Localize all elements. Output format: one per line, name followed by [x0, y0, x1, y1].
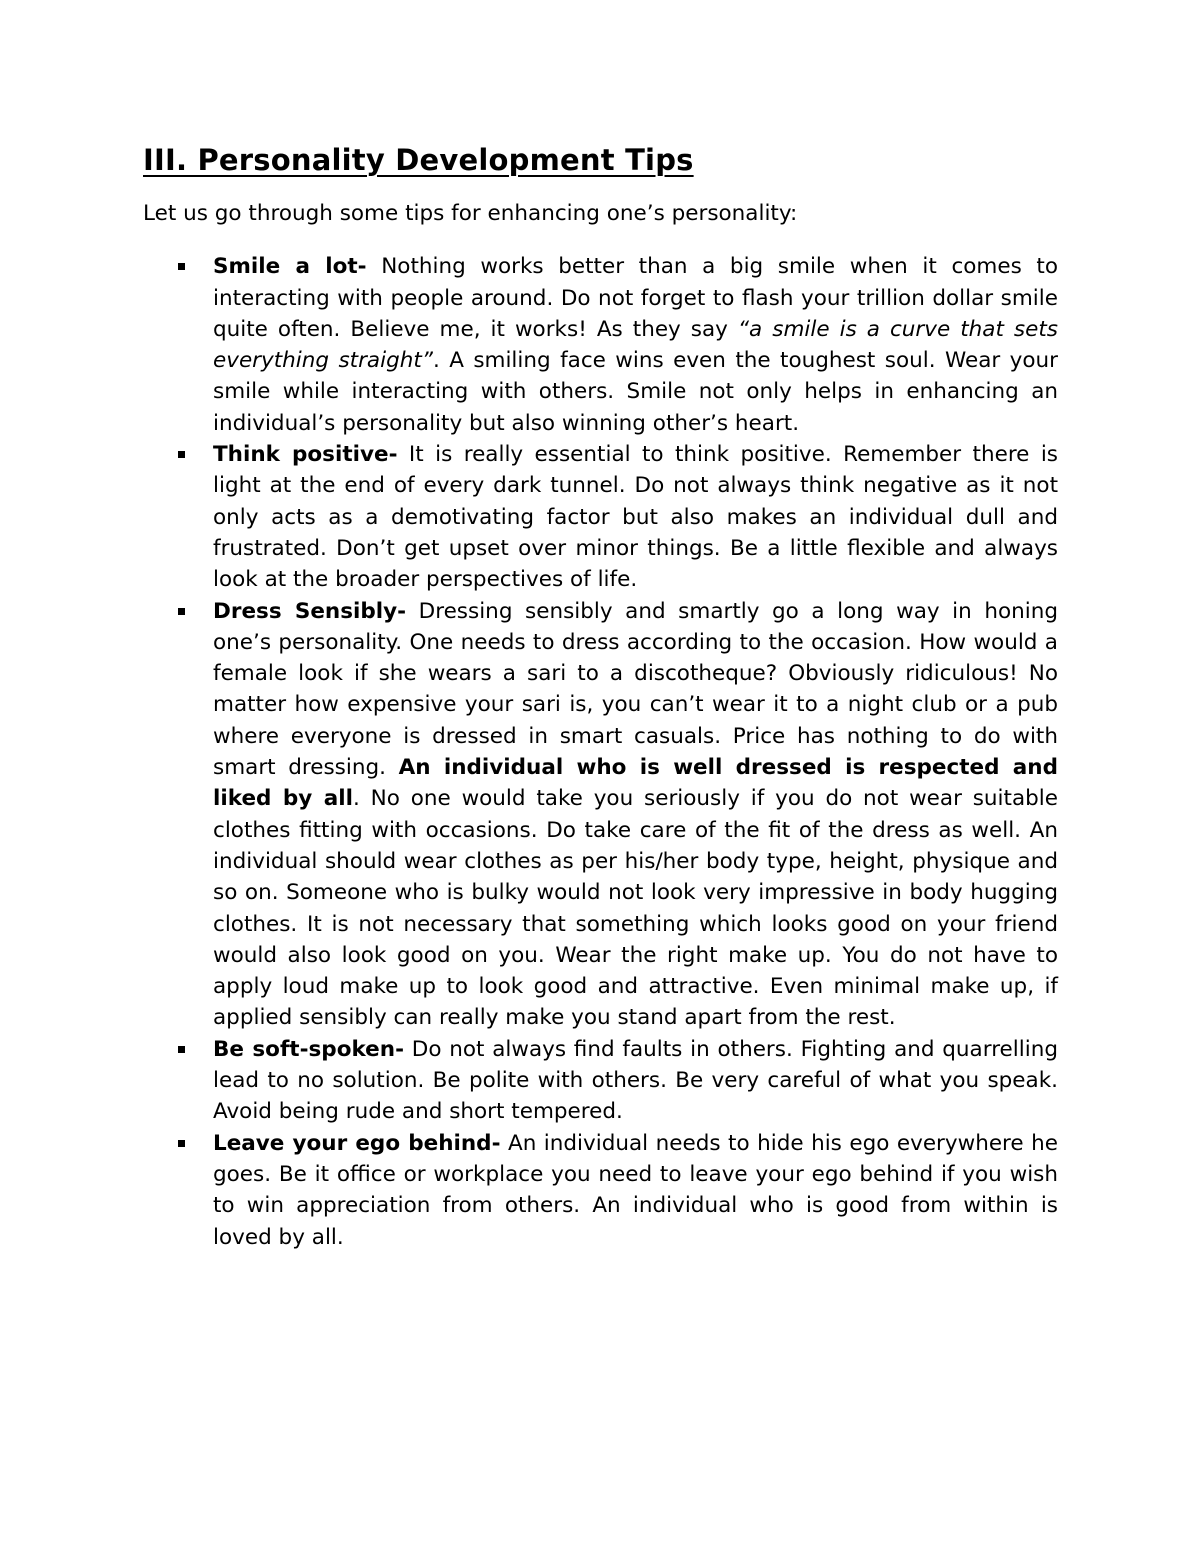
square-bullet-icon	[178, 451, 185, 458]
tips-list	[143, 251, 1058, 1253]
page-title: III. Personality Development Tips	[143, 143, 694, 177]
document-page	[143, 140, 1058, 1253]
tip-strong-text: An individual who is well dressed is respected and liked by all	[213, 755, 1058, 812]
square-bullet-icon	[178, 1140, 185, 1147]
square-bullet-icon	[178, 263, 185, 270]
tip-term: Be soft-spoken-	[213, 1036, 404, 1062]
tip-text: Nothing works better than a big smile when it comes to interacting with people around. Do not forget to flash your trillion dollar smile quite often. Believe me, it works! As they say	[213, 254, 1058, 342]
tip-text: An individual needs to hide his ego everywhere he goes. Be it office or workplace you need to leave your ego behind if you wish to win appreciation from others. An individual who is good from within is loved by all.	[213, 1130, 1058, 1250]
list-item	[143, 596, 1058, 1034]
tip-text: It is really essential to think positive. Remember there is light at the end of every dark tunnel. Do not always think negative as it not only acts as a demotivating factor but also makes an individual dull and frustrated. Don’t get upset over minor things. Be a little flexible and always look at the broader perspectives of life.	[213, 442, 1058, 593]
tip-term: Smile a lot-	[213, 254, 367, 280]
list-item	[143, 1128, 1058, 1253]
list-item	[143, 251, 1058, 439]
square-bullet-icon	[178, 1046, 185, 1053]
list-item	[143, 439, 1058, 595]
tip-text: Dressing sensibly and smartly go a long way in honing one’s personality. One needs to dress according to the occasion. How would a female look if she wears a sari to a discotheque? Obviously ridiculous! No matter how expensive your sari is, you can’t wear it to a night club or a pub where everyone is dressed in smart casuals. Price has nothing to do with smart dressing.	[213, 598, 1058, 781]
tip-text: . No one would take you seriously if you do not wear suitable clothes fitting with occasions. Do take care of the fit of the dress as well. An individual should wear clothes as per his/her body type, height, physique and so on. Someone who is bulky would not look very impressive in body hugging clothes. It is not necessary that something which looks good on your friend would also look good on you. Wear the right make up. You do not have to apply loud make up to look good and attractive. Even minimal make up, if applied sensibly can really make you stand apart from the rest.	[213, 786, 1058, 1031]
tip-term: Think positive-	[213, 442, 398, 468]
intro-paragraph: Let us go through some tips for enhancing one’s personality:	[143, 201, 798, 226]
square-bullet-icon	[178, 608, 185, 615]
tip-term: Leave your ego behind-	[213, 1130, 501, 1156]
tip-term: Dress Sensibly-	[213, 598, 407, 624]
tip-text: . A smiling face wins even the toughest soul. Wear your smile while interacting with others. Smile not only helps in enhancing an individual’s personality but also winning other’s heart.	[213, 348, 1058, 436]
list-item	[143, 1034, 1058, 1128]
tip-text: Do not always find faults in others. Fighting and quarrelling lead to no solution. Be polite with others. Be very careful of what you speak. Avoid being rude and short tempered.	[213, 1036, 1058, 1125]
tip-quote: “a smile is a curve that sets everything straight”	[213, 316, 1058, 374]
